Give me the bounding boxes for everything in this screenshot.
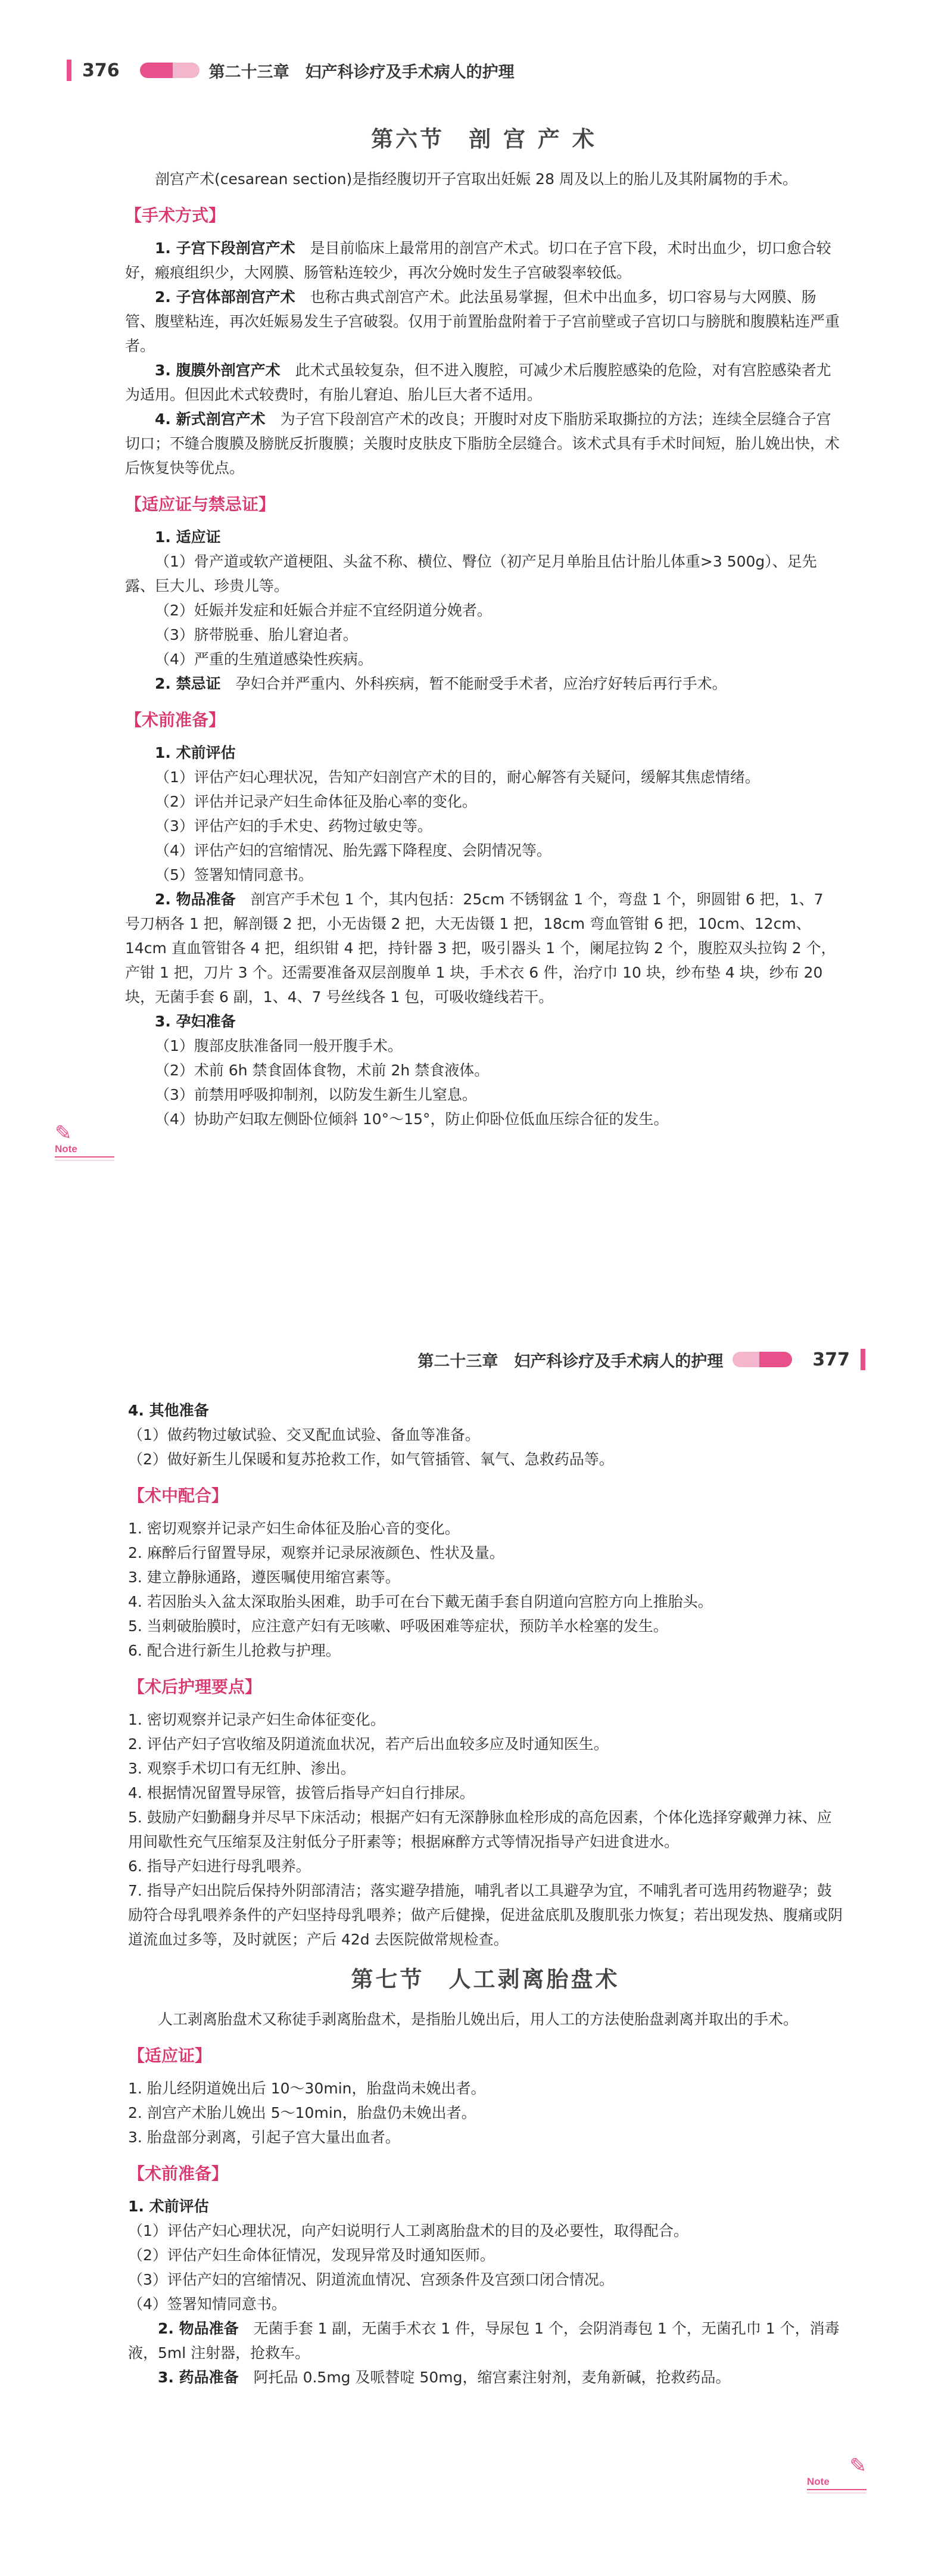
postop-item: 7. 指导产妇出院后保持外阴部清洁；落实避孕措施，哺乳者以工具避孕为宜，不哺乳者可选用药物避孕；鼓励符合母乳喂养条件的产妇坚持母乳喂养；做产后健操，促进盆底肌及腹肌张力恢复；若出现发热、腹痛或阴道流血过多等，及时就医；产后 42d 去医院做常规检查。 [128, 1882, 843, 1948]
prep-item: （2）评估产妇生命体征情况，发现异常及时通知医师。 [128, 2247, 495, 2264]
prep-item: （3）评估产妇的手术史、药物过敏史等。 [155, 817, 432, 835]
running-header [417, 1348, 865, 1371]
indication-item: （1）骨产道或软产道梗阻、头盆不称、横位、臀位（初产足月单胎且估计胎儿体重>3 500g）、足先露、巨大儿、珍贵儿等。 [125, 553, 817, 595]
section-title: 第六节 剖 宫 产 术 [371, 126, 597, 152]
indication-item: （4）严重的生殖道感染性疾病。 [155, 651, 373, 668]
contraindication: 2. 禁忌证 孕妇合并严重内、外科疾病，暂不能耐受手术者，应治疗好转后再行手术。 [155, 675, 727, 692]
header-bar [67, 60, 71, 81]
note-marker [55, 1123, 114, 1161]
prep-sub3: 3. 孕妇准备 [155, 1013, 236, 1030]
prep-item: （2）评估并记录产妇生命体征及胎心率的变化。 [155, 793, 477, 810]
intraop-heading: 【术中配合】 [128, 1486, 229, 1505]
prep-sub2: 2. 物品准备 无菌手套 1 副，无菌手术衣 1 件，导尿包 1 个，会阴消毒包 1 个，无菌孔巾 1 个，消毒液，5ml 注射器，抢救车。 [128, 2320, 840, 2362]
indications-sub: 1. 适应证 [155, 528, 221, 546]
indication-item: （3）脐带脱垂、胎儿窘迫者。 [155, 626, 358, 643]
page1-body [125, 122, 843, 1131]
indication-item: （2）妊娠并发症和妊娠合并症不宜经阴道分娩者。 [155, 602, 492, 619]
intraop-item: 3. 建立静脉通路，遵医嘱使用缩宫素等。 [128, 1569, 400, 1586]
note-label: Note [55, 1143, 77, 1155]
section-title: 第七节 人工剥离胎盘术 [351, 1967, 620, 1992]
prep-item: （2）术前 6h 禁食固体食物，术前 2h 禁食液体。 [155, 1062, 490, 1079]
intraop-item: 6. 配合进行新生儿抢救与护理。 [128, 1642, 341, 1659]
intraop-item: 4. 若因胎头入盆太深取胎头困难，助手可在台下戴无菌手套自阴道向宫腔方向上推胎头。 [128, 1593, 713, 1610]
indications-heading: 【适应证与禁忌证】 [125, 494, 276, 514]
prep-item: （4）评估产妇的宫缩情况、胎先露下降程度、会阴情况等。 [155, 842, 551, 859]
method-item-2: 2. 子宫体部剖宫产术 也称古典式剖宫产术。此法虽易掌握，但术中出血多，切口容易与大网膜、肠管、腹壁粘连，再次妊娠易发生子宫破裂。仅用于前置胎盘附着于子宫前壁或子宫切口与膀胱和腹膜粘连严重者。 [125, 288, 840, 354]
postop-item: 4. 根据情况留置导尿管，拔管后指导产妇自行排尿。 [128, 1784, 475, 1802]
chapter-title: 第二十三章 妇产科诊疗及手术病人的护理 [417, 1352, 724, 1371]
header-pill [732, 1352, 792, 1367]
prep-item: （5）签署知情同意书。 [155, 866, 313, 883]
method-item-1: 1. 子宫下段剖宫产术 是目前临床上最常用的剖宫产术式。切口在子宫下段，术时出血少，切口愈合较好，瘢痕组织少，大网膜、肠管粘连较少，再次分娩时发生子宫破裂率较低。 [125, 239, 831, 281]
method-item-3: 3. 腹膜外剖宫产术 此术式虽较复杂，但不进入腹腔，可减少术后腹腔感染的危险，对有宫腔感染者尤为适用。但因此术式较费时，有胎儿窘迫、胎儿巨大者不适用。 [125, 362, 831, 403]
pen-icon: ✎ [849, 2454, 866, 2478]
intro-paragraph: 剖宫产术(cesarean section)是指经腹切开子宫取出妊娠 28 周及以上的胎儿及其附属物的手术。 [155, 170, 797, 188]
pen-icon: ✎ [55, 1121, 72, 1145]
prep-item: （4）签署知情同意书。 [128, 2295, 286, 2313]
note-underline [55, 1160, 114, 1161]
prep-sub3: 3. 药品准备 阿托品 0.5mg 及哌替啶 50mg，缩宫素注射剂，麦角新碱，抢救药品。 [158, 2369, 731, 2386]
intro-paragraph: 人工剥离胎盘术又称徒手剥离胎盘术，是指胎儿娩出后，用人工的方法使胎盘剥离并取出的手术。 [158, 2011, 799, 2028]
indication-item: 2. 剖宫产术胎儿娩出 5～10min，胎盘仍未娩出者。 [128, 2104, 476, 2121]
header-pill [140, 63, 200, 78]
prep-item: （1）评估产妇心理状况，告知产妇剖宫产术的目的，耐心解答有关疑问，缓解其焦虑情绪。 [155, 769, 760, 786]
prep-sub2: 2. 物品准备 剖宫产手术包 1 个，其内包括：25cm 不锈钢盆 1 个，弯盘 1 个，卵圆钳 6 把，1、7 号刀柄各 1 把，解剖镊 2 把，小无齿镊 2 把，大无齿镊 1 把，18cm 弯血管钳 6 把，10cm、12cm、14cm 直血管钳各 4 把，组织钳 4 把，持针器 3 把，吸引器头 1 个，阑尾拉钩 2 个，腹腔双头拉钩 2 个，产钳 1 把，刀片 3 个。还需要准备双层剖腹单 1 块，手术衣 6 件，治疗巾 10 块，纱布垫 4 块，纱布 20 块，无菌手套 6 副，1、4、7 号丝线各 1 包，可吸收缝线若干。 [125, 891, 836, 1006]
intraop-item: 2. 麻醉后行留置导尿，观察并记录尿液颜色、性状及量。 [128, 1544, 504, 1561]
postop-item: 2. 评估产妇子宫收缩及阴道流血状况，若产后出血较多应及时通知医生。 [128, 1735, 609, 1753]
note-label: Note [807, 2476, 830, 2487]
prep-sub1: 1. 术前评估 [128, 2198, 209, 2215]
chapter-title: 第二十三章 妇产科诊疗及手术病人的护理 [208, 63, 515, 82]
prep-sub1: 1. 术前评估 [155, 744, 236, 761]
indication-item: 1. 胎儿经阴道娩出后 10～30min，胎盘尚未娩出者。 [128, 2080, 486, 2097]
prep-item: （4）协助产妇取左侧卧位倾斜 10°～15°，防止仰卧位低血压综合征的发生。 [155, 1110, 669, 1128]
indications-heading: 【适应证】 [128, 2046, 212, 2065]
note-line [807, 2489, 866, 2490]
note-line [55, 1156, 114, 1158]
postop-item: 1. 密切观察并记录产妇生命体征变化。 [128, 1711, 385, 1728]
page-377 [0, 1288, 932, 2576]
prep-item: （1）评估产妇心理状况，向产妇说明行人工剥离胎盘术的目的及必要性，取得配合。 [128, 2222, 688, 2239]
intraop-item: 5. 当刺破胎膜时，应注意产妇有无咳嗽、呼吸困难等症状，预防羊水栓塞的发生。 [128, 1617, 668, 1635]
indication-item: 3. 胎盘部分剥离，引起子宫大量出血者。 [128, 2129, 400, 2146]
note-marker [807, 2456, 866, 2493]
method-item-4: 4. 新式剖宫产术 为子宫下段剖宫产术的改良；开腹时对皮下脂肪采取撕拉的方法；连续全层缝合子宫切口；不缝合腹膜及膀胱反折腹膜；关腹时皮肤皮下脂肪全层缝合。该术式具有手术时间短，胎儿娩出快，术后恢复快等优点。 [125, 410, 840, 477]
page-number: 377 [812, 1349, 850, 1370]
postop-item: 6. 指导产妇进行母乳喂养。 [128, 1858, 311, 1875]
running-header [67, 58, 515, 82]
prep-item: （3）前禁用呼吸抑制剂，以防发生新生儿窒息。 [155, 1086, 477, 1103]
methods-heading: 【手术方式】 [125, 206, 226, 225]
postop-heading: 【术后护理要点】 [128, 1677, 262, 1697]
prep-heading: 【术前准备】 [125, 710, 226, 730]
header-bar [861, 1349, 865, 1370]
other-prep-sub: 4. 其他准备 [128, 1402, 209, 1419]
other-prep-item: （2）做好新生儿保暖和复苏抢救工作，如气管插管、氧气、急救药品等。 [128, 1451, 614, 1468]
postop-item: 5. 鼓励产妇勤翻身并尽早下床活动；根据产妇有无深静脉血栓形成的高危因素，个体化选择穿戴弹力袜、应用间歇性充气压缩泵及注射低分子肝素等；根据麻醉方式等情况指导产妇进食进水。 [128, 1809, 832, 1850]
prep-heading: 【术前准备】 [128, 2164, 229, 2183]
postop-item: 3. 观察手术切口有无红肿、渗出。 [128, 1760, 356, 1777]
page-number: 376 [82, 60, 120, 81]
other-prep-item: （1）做药物过敏试验、交叉配血试验、备血等准备。 [128, 1426, 480, 1443]
prep-item: （1）腹部皮肤准备同一般开腹手术。 [155, 1037, 403, 1054]
intraop-item: 1. 密切观察并记录产妇生命体征及胎心音的变化。 [128, 1520, 460, 1537]
page2-body [128, 1398, 843, 2390]
prep-item: （3）评估产妇的宫缩情况、阴道流血情况、宫颈条件及宫颈口闭合情况。 [128, 2271, 614, 2288]
